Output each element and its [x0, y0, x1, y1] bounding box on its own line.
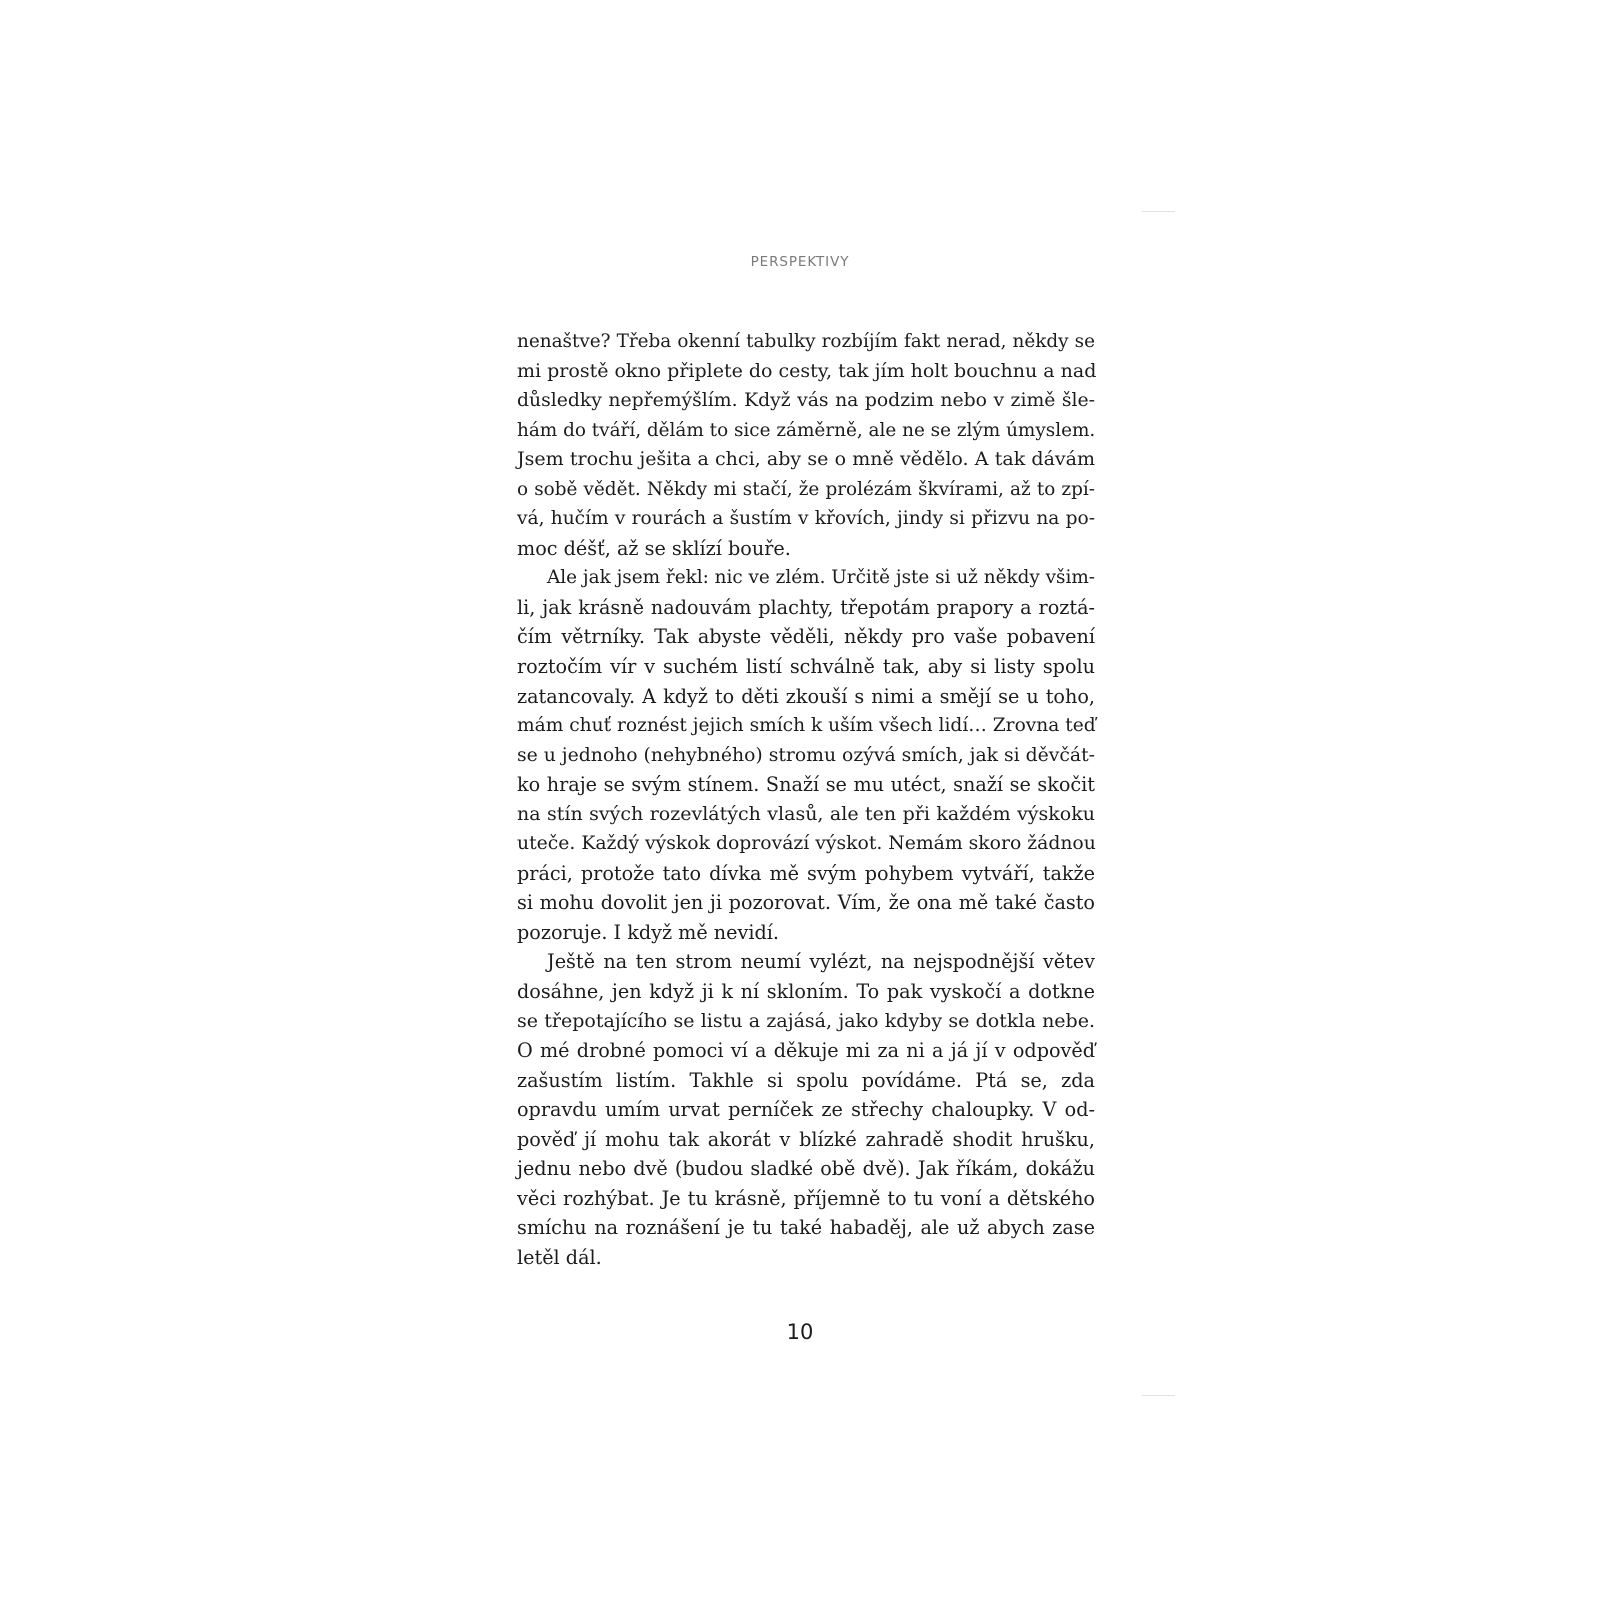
text-line: dosáhne, jen když ji k ní skloním. To pak vyskočí a dotkne	[517, 980, 1095, 1004]
text-line: práci, protože tato dívka mě svým pohybem vytváří, takže	[517, 861, 1095, 885]
body-text	[517, 327, 1095, 1273]
text-line: čím větrníky. Tak abyste věděli, někdy pro vaše pobavení	[517, 625, 1095, 649]
text-line: roztočím vír v suchém listí schválně tak, aby si listy spolu	[517, 655, 1095, 679]
text-line: Jsem trochu ješita a chci, aby se o mně vědělo. A tak dávám	[517, 448, 1095, 471]
text-line: nenaštve? Třeba okenní tabulky rozbíjím fakt nerad, někdy se	[517, 331, 1095, 352]
text-line: li, jak krásně nadouvám plachty, třepotám prapory a roztá-	[517, 595, 1095, 619]
text-line: pověď jí mohu tak akorát v blízké zahradě shodit hrušku,	[517, 1127, 1095, 1151]
crop-mark-bottom	[1142, 1395, 1175, 1396]
text-line: se třepotajícího se listu a zajásá, jako kdyby se dotkla nebe.	[517, 1009, 1095, 1032]
text-line: opravdu umím urvat perníček ze střechy chaloupky. V od-	[517, 1098, 1095, 1122]
text-line: na stín svých rozevlátých vlasů, ale ten při každém výskoku	[517, 802, 1095, 825]
text-line: mi prostě okno připlete do cesty, tak jím holt bouchnu a nad	[517, 359, 1097, 382]
text-line: vá, hučím v rourách a šustím v křovích, jindy si přizvu na po-	[517, 508, 1095, 530]
text-line: zašustím listím. Takhle si spolu povídáme. Ptá se, zda	[517, 1068, 1095, 1092]
running-head: PERSPEKTIVY	[750, 254, 850, 270]
text-line: uteče. Každý výskok doprovází výskot. Nemám skoro žádnou	[517, 833, 1096, 855]
text-line: mám chuť roznést jejich smích k uším všech lidí… Zrovna teď	[517, 715, 1096, 737]
text-line: zatancovaly. A když to děti zkouší s nimi a smějí se u toho,	[517, 684, 1095, 708]
text-line: si mohu dovolit jen ji pozorovat. Vím, že ona mě také často	[517, 891, 1095, 915]
text-line: letěl dál.	[517, 1245, 602, 1269]
paragraph-start-line: Ještě na ten strom neumí vylézt, na nejspodnější větev	[547, 950, 1095, 974]
text-line: pozoruje. I když mě nevidí.	[517, 920, 780, 944]
page-number: 10	[786, 1320, 814, 1344]
text-line: ko hraje se svým stínem. Snaží se mu utéct, snaží se skočit	[517, 773, 1095, 797]
text-line: smíchu na roznášení je tu také habaděj, ale už abych zase	[517, 1216, 1095, 1240]
text-line: jednu nebo dvě (budou sladké obě dvě). Jak říkám, dokážu	[517, 1157, 1095, 1181]
paragraph-start-line: Ale jak jsem řekl: nic ve zlém. Určitě jste si už někdy všim-	[547, 567, 1095, 589]
text-line: O mé drobné pomoci ví a děkuje mi za ni a já jí v odpověď	[517, 1039, 1095, 1063]
text-line: hám do tváří, dělám to sice záměrně, ale ne se zlým úmyslem.	[517, 419, 1096, 441]
text-line: důsledky nepřemýšlím. Když vás na podzim nebo v zimě šle-	[517, 390, 1095, 412]
crop-mark-top	[1142, 211, 1175, 212]
text-line: věci rozhýbat. Je tu krásně, příjemně to tu voní a dětského	[517, 1186, 1095, 1210]
text-line: o sobě vědět. Někdy mi stačí, že prolézám škvírami, až to zpí-	[517, 478, 1095, 500]
text-line: moc déšť, až se sklízí bouře.	[517, 536, 791, 560]
text-line: se u jednoho (nehybného) stromu ozývá smích, jak si děvčát-	[517, 744, 1095, 766]
